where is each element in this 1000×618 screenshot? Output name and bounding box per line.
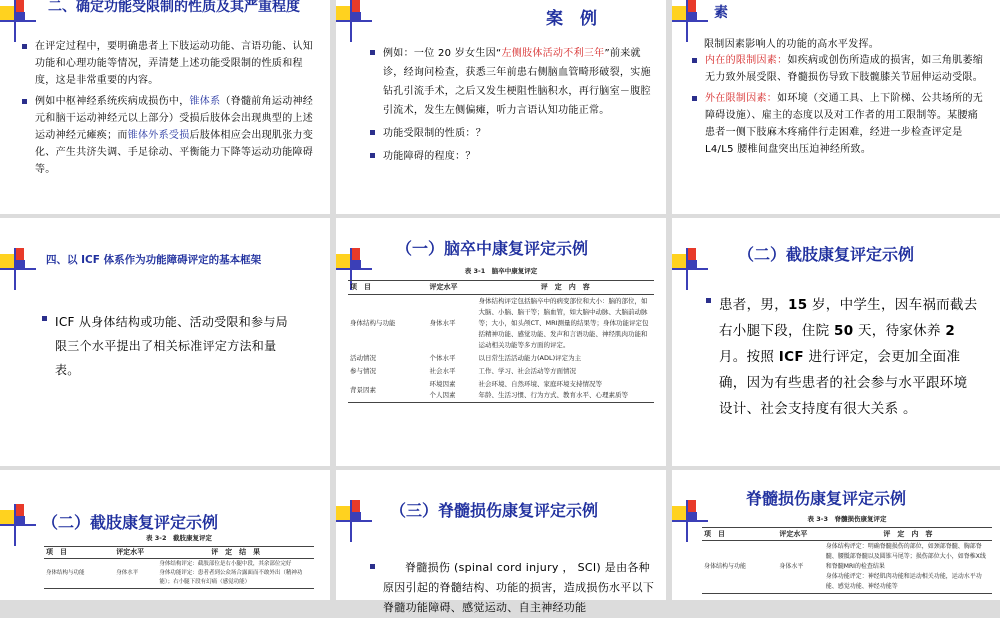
bullet-text xyxy=(55,310,292,382)
bullet-item xyxy=(692,52,988,86)
slide-paragraph-bullet xyxy=(370,558,660,618)
text-run: 进行评定，会更加全面准确，因为有些患者的社会参与水平跟环境设计、社会支持度有很大关系 。 xyxy=(719,349,968,417)
bullet-text xyxy=(35,93,314,178)
bullet-text xyxy=(705,90,988,158)
slide-decoration-icon xyxy=(0,0,36,42)
table-header-cell: 评定水平 xyxy=(428,281,477,295)
slide-body xyxy=(22,38,314,182)
data-table xyxy=(348,266,654,403)
slide-decoration-icon xyxy=(0,504,36,546)
table-header-cell: 项 目 xyxy=(348,281,428,295)
text-run: 50 xyxy=(834,323,854,339)
table-caption: 表 3-2 截肢康复评定 xyxy=(145,534,212,542)
bullet-icon xyxy=(22,44,27,49)
table-cell: 身体结构评定包括脑卒中的病变部位和大小：脑的部位，如大脑、小脑、脑干等；脑血管，如大脑中动脉、大脑前动脉等；大小，如头颅CT、MRI测量的结果等；身体功能评定包括精神功能、感觉功能、发声和言语功能、神经肌肉功能和运动相关功能等多方面的评定。 xyxy=(478,297,649,349)
slide-title: 案 例 xyxy=(546,9,597,29)
text-run: 如疾病或创伤所造成的损害，如三角肌萎缩无力致外展受限、脊髓损伤导致下肢髋膝关节屈伸运动受限。 xyxy=(705,55,984,83)
text-run: ICF 从身体结构或功能、活动受限和参与局限三个水平提出了相关标准评定方法和量表。 xyxy=(55,315,288,377)
table-cell: 参与情况 xyxy=(350,367,376,375)
bullet-item xyxy=(370,44,652,120)
bullet-item xyxy=(370,124,652,143)
table-cell: 身体结构与功能 xyxy=(350,319,396,327)
table-cell: 身体结构与功能 xyxy=(44,559,114,589)
table-cell: 工作、学习、社会活动等方面情况 xyxy=(478,367,576,375)
table-cell: 环境因素 个人因素 xyxy=(428,378,477,403)
bullet-icon xyxy=(22,99,27,104)
table-cell: 身体结构评定：截肢部位是右小腿中段，其余部位完好 身体功能评定：患者者到公众场合露面而不敢外出（精神功能）；右小腿下段有幻痛（感觉功能） xyxy=(157,559,314,589)
bullet-icon xyxy=(692,96,697,101)
table-cell: 活动情况 xyxy=(350,354,376,362)
bullet-text xyxy=(719,292,978,422)
slide-7[interactable] xyxy=(0,470,330,600)
slide-decoration-icon xyxy=(672,248,708,290)
table-header-cell: 评 定 结 果 xyxy=(157,547,314,559)
bullet-text xyxy=(383,44,652,120)
text-run: （脊髓前角运动神经元和脑干运动神经元以上部分）受损后肢体会出现典型的上述运动神经元瘫痪；而 xyxy=(35,96,314,141)
slide-title: 二、确定功能受限制的性质及其严重程度 xyxy=(48,0,300,15)
table-header-cell: 项 目 xyxy=(44,547,114,559)
table-row xyxy=(348,378,654,403)
slide-3[interactable] xyxy=(672,0,1000,214)
text-run: 外在限制因素： xyxy=(705,93,778,104)
text-run: 患者，男， xyxy=(719,297,788,313)
slide-body xyxy=(706,292,978,426)
table-row xyxy=(702,541,992,594)
slide-title: （一）脑卒中康复评定示例 xyxy=(396,239,589,258)
slide-title: （二）截肢康复评定示例 xyxy=(738,245,915,264)
bullet-item xyxy=(42,310,292,382)
table-cell: 背景因素 xyxy=(348,378,428,403)
bullet-item xyxy=(692,90,988,158)
bullet-icon xyxy=(370,50,375,55)
table-header-cell: 评 定 内 容 xyxy=(824,528,992,541)
data-table xyxy=(702,514,992,594)
bullet-icon xyxy=(370,153,375,158)
text-run: 例如中枢神经系统疾病成损伤中， xyxy=(35,96,190,107)
text-run: 15 xyxy=(788,297,808,313)
text-run: 例如：一位 20 岁女生因“ xyxy=(383,48,502,59)
slide-decoration-icon xyxy=(0,248,36,290)
bullet-icon xyxy=(370,564,375,569)
slide-body xyxy=(692,52,988,162)
slide-title: （三）脊髓损伤康复评定示例 xyxy=(390,501,599,520)
table-cell: 身体结构与功能 xyxy=(702,541,777,594)
table-cell: 社会环境、自然环境、家庭环境支持情况等 年龄、生活习惯、行为方式、教育水平、心理素质等 xyxy=(477,378,655,403)
table-header-cell: 评定水平 xyxy=(114,547,157,559)
table xyxy=(702,527,992,594)
slide-decoration-icon xyxy=(336,500,372,542)
bullet-text xyxy=(35,38,314,89)
text-run: 月。按照 xyxy=(719,349,779,365)
table xyxy=(348,280,654,403)
table-cell: 身体水平 xyxy=(114,559,157,589)
bullet-item xyxy=(22,93,314,178)
bullet-icon xyxy=(370,130,375,135)
slide-top-line: 限制因素影响人的功能的高水平发挥。 xyxy=(704,39,880,50)
table-row xyxy=(348,365,654,378)
bullet-text xyxy=(705,52,988,86)
table-row xyxy=(44,559,314,589)
slide-9[interactable] xyxy=(672,470,1000,600)
table-cell: 身体水平 xyxy=(429,319,456,327)
text-run: 左侧肢体活动不利三年 xyxy=(501,48,605,59)
table-cell: 个体水平 xyxy=(429,354,456,362)
table-header-cell: 项 目 xyxy=(702,528,777,541)
text-run: 功能障碍的程度：？ xyxy=(383,151,476,162)
text-run: ”前来就诊，经询问检查，获悉三年前患右侧脑血管畸形破裂，实施钻孔引流手术，之后又发生梗阻性脑积水，再行脑室－腹腔引流术，发生左侧偏瘫，听力言语认知功能正常。 xyxy=(383,48,651,116)
table-cell: 以日常生活活动能力(ADL)评定为主 xyxy=(478,354,582,362)
slide-1[interactable] xyxy=(0,0,330,214)
bullet-icon xyxy=(42,316,47,321)
slide-5[interactable] xyxy=(336,218,666,466)
slide-paragraph: 脊髓损伤 (spinal cord injury ， SCI) 是由各种原因引起的脊髓结构、功能的损害，造成损伤水平以下脊髓功能障碍、感觉运动、自主神经功能 xyxy=(383,561,655,614)
bullet-item xyxy=(22,38,314,89)
slide-title: 脊髓损伤康复评定示例 xyxy=(746,489,907,508)
text-run: 锥体系 xyxy=(189,96,221,107)
table-cell: 社会水平 xyxy=(429,367,456,375)
table-row xyxy=(348,295,654,353)
table-header-cell: 评定水平 xyxy=(777,528,823,541)
table-cell: 身体结构评定：明确脊髓损伤的部位，如颈部脊髓、胸部脊髓、腰骶部脊髓以及圆锥马尾等；损伤部位大小，如脊椎X线和脊髓MRI的检查结果 身体功能评定：神经肌肉功能和运动相关功能，运动水平功能、感觉功能、神经功能等 xyxy=(824,541,992,594)
text-run: 在评定过程中，要明确患者上下肢运动功能、言语功能、认知功能和心理功能等情况，弄清楚上述功能受限制的性质和程度，这是非常重要的内容。 xyxy=(35,41,314,86)
bullet-icon xyxy=(706,298,711,303)
table-header-cell: 评 定 内 容 xyxy=(477,281,655,295)
text-run: 如环境（交通工具、上下阶梯、公共场所的无障碍设施）、雇主的态度以及对工作者的用工限制等。某腰痛患者一侧下肢麻木疼痛伴行走困难，经进一步检查评定是 L4/L5 腰椎间盘突出压迫神经所致。 xyxy=(705,93,984,155)
slide-body xyxy=(42,310,292,386)
bullet-text xyxy=(383,147,476,166)
text-run: ICF xyxy=(778,349,804,365)
text-run: 2 xyxy=(945,323,956,339)
text-run: 功能受限制的性质：？ xyxy=(383,128,486,139)
text-run: 岁，中学生，因车祸而截去右小腿下段，住院 xyxy=(719,297,978,339)
text-run: 内在的限制因素： xyxy=(705,55,788,66)
table-row xyxy=(348,352,654,365)
table-header-row xyxy=(702,528,992,541)
bullet-text xyxy=(383,124,486,143)
slide-6[interactable] xyxy=(672,218,1000,466)
slide-4[interactable] xyxy=(0,218,330,466)
slide-title: （二）截肢康复评定示例 xyxy=(42,513,219,532)
table-caption: 表 3-1 脑卒中康复评定 xyxy=(464,267,538,275)
table-caption: 表 3-3 脊髓损伤康复评定 xyxy=(807,515,887,523)
data-table xyxy=(44,534,314,589)
text-run: 后肢体相应会出现肌张力变化、产生共济失调、手足徐动、平衡能力下降等运动功能障碍等。 xyxy=(35,130,314,175)
slide-title: 素 xyxy=(714,5,728,21)
slide-decoration-icon xyxy=(336,0,372,42)
text-run: 天，待家休养 xyxy=(853,323,946,339)
slide-8[interactable] xyxy=(336,470,666,614)
slide-body xyxy=(370,44,652,170)
bullet-icon xyxy=(692,58,697,63)
table xyxy=(44,546,314,589)
table-cell: 身体水平 xyxy=(777,541,823,594)
table-header-row xyxy=(44,547,314,559)
slide-decoration-icon xyxy=(672,0,708,42)
bullet-item xyxy=(370,147,652,166)
text-run: 锥体外系受损 xyxy=(127,130,190,141)
slide-2[interactable] xyxy=(336,0,666,214)
slide-title: 四、以 ICF 体系作为功能障碍评定的基本框架 xyxy=(46,254,262,266)
bullet-item xyxy=(706,292,978,422)
table-header-row xyxy=(348,281,654,295)
